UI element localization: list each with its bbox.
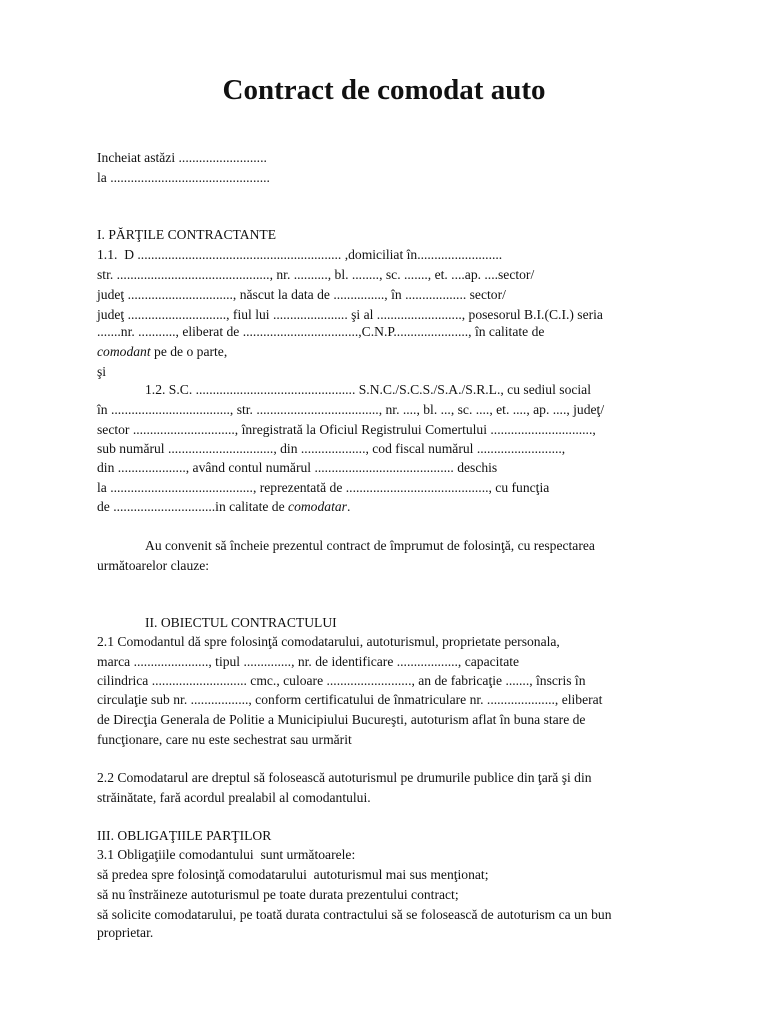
party-2-line-3: sector .............................., înregistrată la Oficiul Registrului Comertului .............................., (97, 422, 596, 437)
concluded-place-line: la ............................................... (97, 170, 270, 185)
party-1-line-1: 1.1. D ............................................................ ,domiciliat în......................... (97, 247, 503, 262)
clause-3-1-line-3: să nu înstrăineze autoturismul pe toate durata prezentului contract; (97, 887, 459, 902)
party-1-line-2: str. ............................................., nr. .........., bl. ........, sc. ......., et. ....ap. ....sector/ (97, 267, 535, 282)
party-1-line-5: .......nr. ..........., eliberat de ..................................,C.N.P......................, în calitate de (97, 324, 545, 339)
lender-role: comodant (97, 344, 151, 359)
clause-2-1-line-2: marca ......................, tipul .............., nr. de identificare .................., capacitate (97, 654, 520, 669)
party-2-line-6: la .........................................., reprezentată de .........................................., cu funcţia (97, 480, 550, 495)
clause-2-1-line-4: circulaţie sub nr. ................., conform certificatului de înmatriculare nr. ...................., eliberat (97, 692, 603, 707)
section-1-heading: I. PĂRŢILE CONTRACTANTE (97, 227, 277, 242)
party-1-line-6 (97, 342, 227, 362)
and-conjunction: şi (97, 364, 107, 379)
clause-3-1-line-2: să predea spre folosinţă comodatarului autoturismul mai sus menţionat; (97, 867, 489, 882)
clause-2-2-line-2: străinătate, fară acordul prealabil al comodantului. (97, 790, 371, 805)
party-2-line-2: în ..................................., str. ...................................., nr. ...., bl. ..., sc. ...., et. ...., ap. ...., judeţ/ (97, 402, 605, 417)
clause-3-1-line-4: să solicite comodatarului, pe toată durata contractului să se folosească de autoturism ca un bun (97, 907, 612, 922)
clause-2-1-line-1: 2.1 Comodantul dă spre folosinţă comodatarului, autoturismul, proprietate personala, (97, 634, 560, 649)
borrower-prefix: de ..............................in calitate de (97, 499, 289, 514)
party-2-line-5: din ...................., având contul numărul ......................................... deschis (97, 460, 498, 475)
document-title: Contract de comodat auto (222, 74, 546, 106)
party-2-line-7 (97, 497, 350, 517)
party-2-line-1: 1.2. S.C. ............................................... S.N.C./S.C.S./S.A./S.R.L., cu sediul social (145, 382, 591, 397)
borrower-role: comodatar (288, 499, 347, 514)
intro-line-1: Au convenit să încheie prezentul contract de împrumut de folosinţă, cu respectarea (145, 538, 595, 553)
party-1-line-3: judeţ ..............................., născut la data de ..............., în .................. sector/ (97, 287, 506, 302)
party-2-line-4: sub numărul ..............................., din ..................., cod fiscal numărul ........................., (97, 441, 566, 456)
intro-line-2: următoarelor clauze: (97, 558, 210, 573)
borrower-suffix: . (346, 499, 351, 514)
clause-2-1-line-3: cilindrica ............................ cmc., culoare ........................., an de fabricaţie ......., înscris în (97, 673, 586, 688)
lender-role-suffix: pe de o parte, (150, 344, 228, 359)
concluded-date-line: Incheiat astăzi .......................... (97, 150, 267, 165)
clause-3-1-line-5: proprietar. (97, 925, 154, 940)
clause-3-1-line-1: 3.1 Obligaţiile comodantului sunt următoarele: (97, 847, 356, 862)
section-2-heading: II. OBIECTUL CONTRACTULUI (145, 615, 337, 630)
clause-2-1-line-6: funcţionare, care nu este sechestrat sau urmărit (97, 732, 352, 747)
clause-2-1-line-5: de Direcţia Generala de Politie a Municipiului Bucureşti, autoturism aflat în buna stare de (97, 712, 586, 727)
party-1-line-4: judeţ ............................., fiul lui ...................... şi al ........................., posesorul B.I.(C.I.) seria (97, 307, 603, 322)
section-3-heading: III. OBLIGAŢIILE PARŢILOR (97, 828, 272, 843)
clause-2-2-line-1: 2.2 Comodatarul are dreptul să folosească autoturismul pe drumurile publice din ţară şi din (97, 770, 592, 785)
